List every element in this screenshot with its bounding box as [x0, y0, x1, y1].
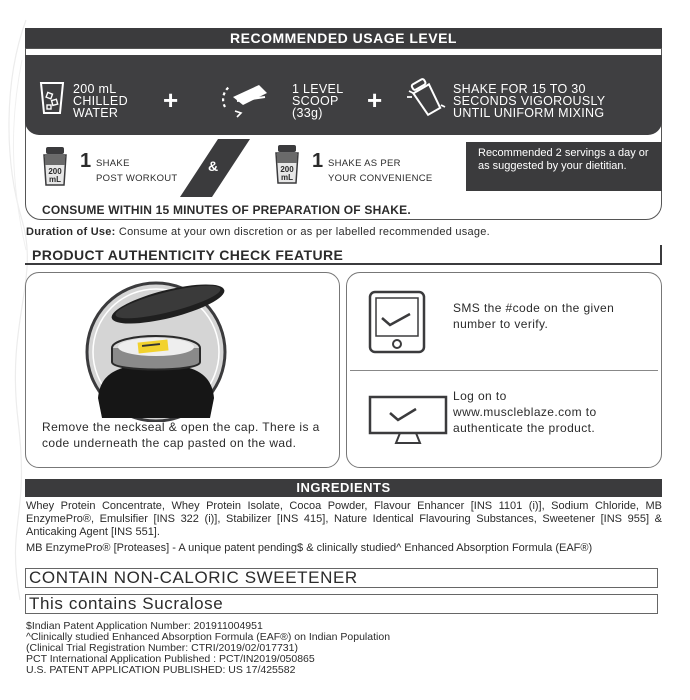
serving-a-line2: POST WORKOUT	[96, 173, 178, 184]
sms-instruction: SMS the #code on the given number to verify.	[453, 301, 615, 331]
cup-volume-label: 200 mL	[48, 167, 62, 184]
computer-monitor-icon	[368, 395, 448, 447]
step-shake	[453, 83, 605, 119]
serving-b-text	[328, 156, 433, 186]
footnotes	[26, 621, 390, 676]
authenticity-title: PRODUCT AUTHENTICITY CHECK FEATURE	[32, 247, 344, 263]
step-shake-line3: UNTIL UNIFORM MIXING	[453, 106, 605, 120]
phone-icon	[368, 290, 426, 354]
serving-a-line1: SHAKE	[96, 158, 130, 169]
serving-a-text	[96, 156, 178, 186]
step-water-line2: CHILLED	[73, 94, 128, 108]
website-instruction: Log on to www.muscleblaze.com to authenticate the product.	[453, 389, 597, 435]
step-shake-line2: SECONDS VIGOROUSLY	[453, 94, 606, 108]
step-scoop-line1: 1 LEVEL	[292, 82, 344, 96]
ingredients-list: Whey Protein Concentrate, Whey Protein Isolate, Cocoa Powder, Flavour Enhancer [INS 1101 (i)], Sodium Chloride, MB EnzymePro®, Emulsifier [INS 322 (i)], Stabilizer [INS 415], Nature Identical Flavouring Substances, Sweetener [INS 955] & Anticaking Agent [INS 551].	[26, 500, 662, 538]
serving-b-count: 1	[312, 150, 324, 172]
step-scoop-line3: (33g)	[292, 106, 323, 120]
duration-text: Consume at your own discretion or as per labelled recommended usage.	[115, 226, 490, 238]
ampersand: &	[208, 158, 219, 174]
duration-of-use	[26, 226, 490, 238]
step-scoop-line2: SCOOP	[292, 94, 339, 108]
footnote-line: PCT International Application Published : PCT/IN2019/050865	[26, 653, 315, 665]
scoop-icon	[215, 77, 275, 119]
footnote-line: $Indian Patent Application Number: 201911004951	[26, 620, 263, 632]
serving-b-line1: SHAKE AS PER	[328, 158, 401, 169]
step-water	[73, 83, 128, 119]
footnote-line: U.S. PATENT APPLICATION PUBLISHED: US 17/425582	[26, 664, 296, 676]
step-water-line3: WATER	[73, 106, 119, 120]
consume-notice: CONSUME WITHIN 15 MINUTES OF PREPARATION OF SHAKE.	[42, 203, 411, 217]
step-water-line1: 200 mL	[73, 82, 117, 96]
step-shake-line1: SHAKE FOR 15 TO 30	[453, 82, 586, 96]
neckseal-instruction: Remove the neckseal & open the cap. There is a code underneath the cap pasted on the wad.	[42, 420, 320, 450]
shaker-icon	[407, 75, 447, 117]
cup-volume-label: 200 mL	[280, 165, 294, 182]
duration-label: Duration of Use:	[26, 226, 116, 238]
ingredients-title: INGREDIENTS	[25, 479, 662, 497]
footnote-line: (Clinical Trial Registration Number: CTRI/2019/02/017731)	[26, 642, 298, 654]
sucralose-box: This contains Sucralose	[25, 594, 658, 614]
plus-sign: +	[367, 85, 383, 115]
authenticity-divider	[350, 370, 658, 371]
serving-b-line2: YOUR CONVENIENCE	[328, 173, 433, 184]
water-glass-icon	[39, 81, 65, 115]
jar-cap-illustration	[50, 280, 270, 422]
step-scoop	[292, 83, 343, 119]
footnote-line: ^Clinically studied Enhanced Absorption Formula (EAF®) on Indian Population	[26, 631, 391, 643]
servings-note: Recommended 2 servings a day or as suggested by your dietitian.	[466, 142, 662, 191]
usage-steps-panel	[25, 55, 662, 135]
serving-a-count: 1	[80, 150, 92, 172]
plus-sign: +	[163, 85, 179, 115]
usage-title: RECOMMENDED USAGE LEVEL	[25, 28, 662, 48]
enzyme-statement: MB EnzymePro® [Proteases] - A unique patent pending$ & clinically studied^ Enhanced Absorption Formula (EAF®)	[26, 542, 593, 554]
non-caloric-sweetener-box: CONTAIN NON-CALORIC SWEETENER	[25, 568, 658, 588]
